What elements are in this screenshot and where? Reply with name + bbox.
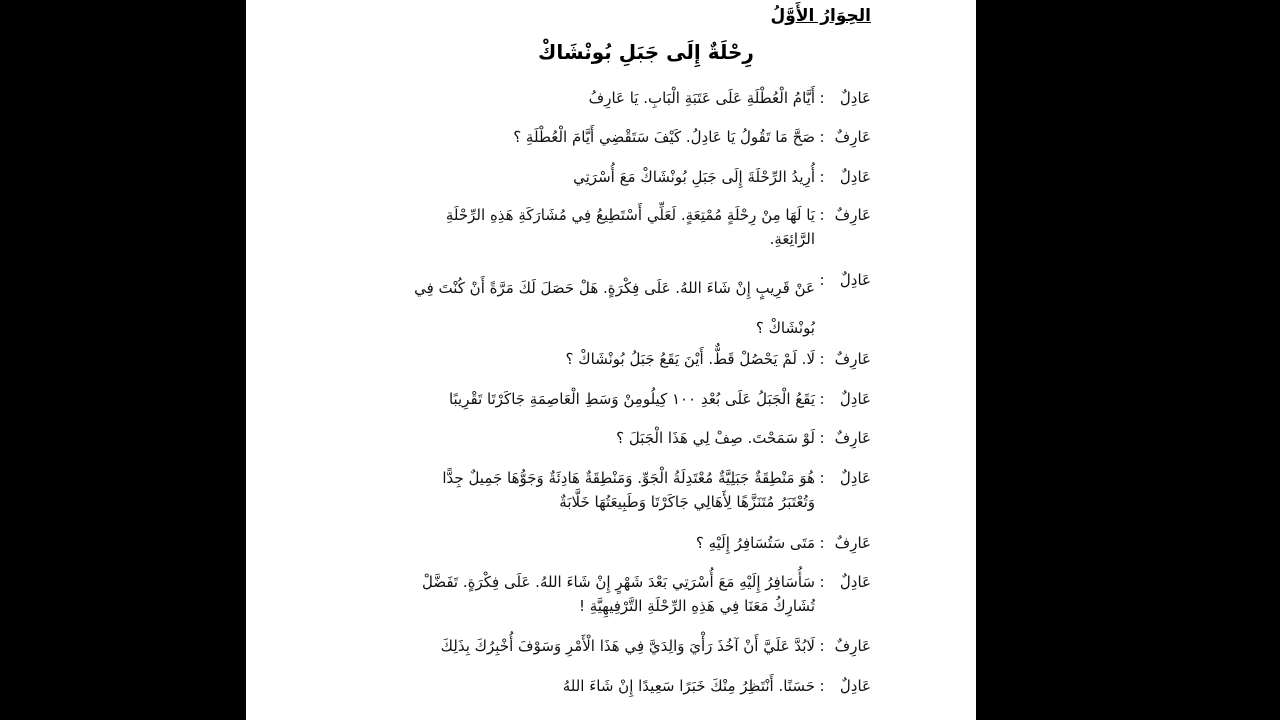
dialogue-line	[411, 387, 871, 411]
dialogue-line	[411, 125, 871, 149]
speaker-name: عَادِلٌ	[839, 89, 871, 107]
dialogue-line	[411, 165, 871, 189]
dialogue-text: لَابُدَّ عَلَيَّ أَنْ آخُذَ رَأْيَ وَالِدَيَّ فِي هَذَا الْأَمْرِ وَسَوْفَ أُخْبِرُكَ بِذَلِكَ	[440, 637, 815, 655]
speaker-colon: :	[819, 350, 825, 368]
dialogue-heading: الحِوَارُ الأَوَّلُ	[770, 6, 871, 26]
speaker-name: عَارِفٌ	[834, 350, 871, 368]
speaker-name: عَادِلٌ	[839, 271, 871, 289]
speaker-name: عَارِفٌ	[834, 637, 871, 655]
speaker-colon: :	[819, 271, 825, 289]
dialogue-text: أُرِيدُ الرِّحْلَةَ إِلَى جَبَلِ بُونْشَاكْ مَعَ أُسْرَتِي	[573, 168, 815, 186]
dialogue-line	[411, 347, 871, 371]
dialogue-line	[411, 634, 871, 658]
speaker-name: عَادِلٌ	[839, 469, 871, 487]
dialogue-text: حَسَنًا. أَنْتَظِرُ مِنْكَ خَبَرًا سَعِيدًا إِنْ شَاءَ اللهُ	[562, 677, 815, 695]
speaker-colon: :	[819, 89, 825, 107]
dialogue-line	[411, 268, 871, 348]
dialogue-text: عَنْ قَرِيبٍ إِنْ شَاءَ اللهُ. عَلَى فِكْرَةٍ. هَلْ حَصَلَ لَكَ مَرَّةً أَنْ كُنْتَ فِي بُونْشَاكْ ؟	[414, 279, 815, 337]
speaker-colon: :	[819, 637, 825, 655]
dialogue-line	[411, 86, 871, 110]
dialogue-text: سَأُسَافِرُ إِلَيْهِ مَعَ أُسْرَتِي بَعْدَ شَهْرٍ إِنْ شَاءَ اللهُ. عَلَى فِكْرَةٍ. تَفَضَّلْ تُشَارِكُ مَعَنَا فِي هَذِهِ الرِّحْلَةِ التَّرْفِيهِيَّةِ !	[421, 573, 815, 615]
dialogue-line	[411, 203, 871, 251]
dialogue-line	[411, 466, 871, 514]
dialogue-text: صَحَّ مَا تَقُولُ يَا عَادِلُ. كَيْفَ سَتَقْضِي أَيَّامَ الْعُطْلَةِ ؟	[513, 128, 815, 146]
speaker-colon: :	[819, 168, 825, 186]
dialogue-text: هُوَ مَنْطِقَةٌ جَبَلِيَّةٌ مُعْتَدِلَةُ الْجَوِّ. وَمَنْطِقَةٌ هَادِئَةٌ وَجَوُّهَا جَمِيلٌ جِدًّا وَتُعْتَبَرُ مُتَنَزَّهًا لِأَهَالِي جَاكَرْتَا وَطَبِيعَتُهَا خَلَّابَةٌ	[442, 469, 815, 511]
dialogue-text: لَوْ سَمَحْتَ. صِفْ لِي هَذَا الْجَبَلَ ؟	[616, 429, 815, 447]
speaker-name: عَارِفٌ	[834, 128, 871, 146]
speaker-name: عَارِفٌ	[834, 534, 871, 552]
dialogue-text: لَا. لَمْ يَحْصُلْ قَطٌّ. أَيْنَ يَقَعُ جَبَلُ بُونْشَاكْ ؟	[565, 350, 815, 368]
dialogue-title: رِحْلَةٌ إِلَى جَبَلِ بُونْشَاكْ	[538, 40, 754, 64]
speaker-name: عَارِفٌ	[834, 429, 871, 447]
speaker-name: عَادِلٌ	[839, 168, 871, 186]
speaker-colon: :	[819, 534, 825, 552]
speaker-colon: :	[819, 128, 825, 146]
dialogue-text: مَتَى سَتُسَافِرُ إِلَيْهِ ؟	[695, 534, 815, 552]
dialogue-text: أَيَّامُ الْعُطْلَةِ عَلَى عَتَبَةِ الْبَابِ. يَا عَارِفُ	[588, 89, 815, 107]
speaker-colon: :	[819, 429, 825, 447]
speaker-colon: :	[819, 206, 825, 224]
speaker-colon: :	[819, 469, 825, 487]
dialogue-line	[411, 531, 871, 555]
speaker-name: عَادِلٌ	[839, 390, 871, 408]
speaker-colon: :	[819, 390, 825, 408]
dialogue-text: يَقَعُ الْجَبَلُ عَلَى بُعْدِ ١٠٠ كِيلُومِنْ وَسَطِ الْعَاصِمَةِ جَاكَرْتَا تَقْرِيبًا	[448, 390, 815, 408]
speaker-name: عَارِفٌ	[834, 206, 871, 224]
dialogue-line	[411, 570, 871, 618]
speaker-colon: :	[819, 677, 825, 695]
document-page	[246, 0, 976, 720]
speaker-name: عَادِلٌ	[839, 677, 871, 695]
speaker-colon: :	[819, 573, 825, 591]
dialogue-text: يَا لَهَا مِنْ رِحْلَةٍ مُمْتِعَةٍ. لَعَلِّي أَسْتَطِيعُ فِي مُشَارَكَةِ هَذِهِ الرِّحْلَةِ الرَّائِعَةِ.	[445, 206, 815, 248]
dialogue-line	[411, 426, 871, 450]
dialogue-line	[411, 674, 871, 698]
speaker-name: عَادِلٌ	[839, 573, 871, 591]
